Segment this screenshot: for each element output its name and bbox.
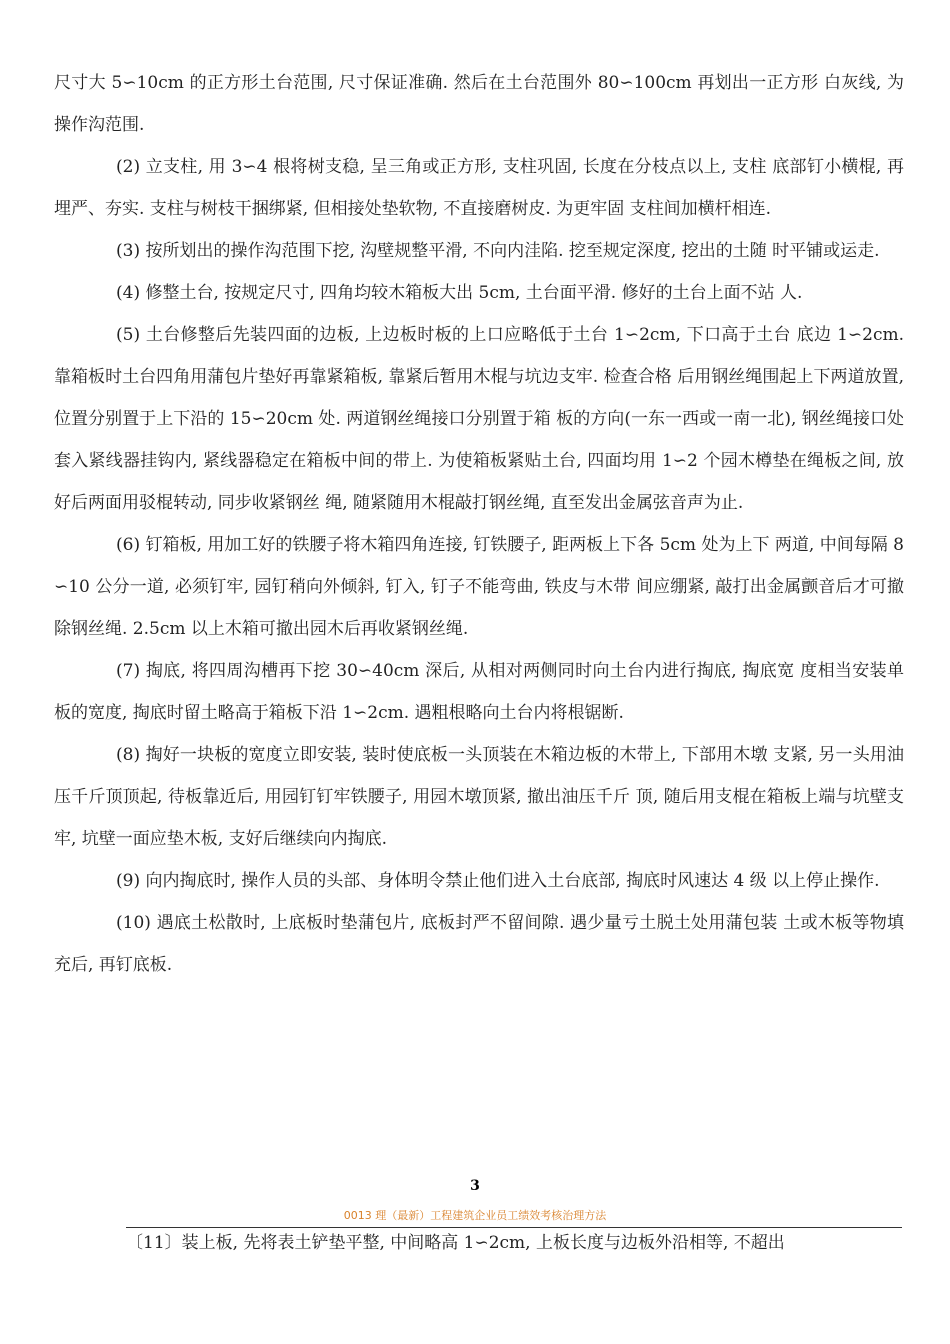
- paragraph: [54, 650, 904, 734]
- paragraph: [54, 902, 904, 986]
- paragraph: [54, 272, 904, 314]
- paragraph: [54, 314, 904, 524]
- paragraph-text: 尺寸大 5∽10cm 的正方形土台范围, 尺寸保证准确. 然后在土台范围外 80∽100cm 再划出一正方形 白灰线, 为操作沟范围.: [54, 73, 904, 135]
- paragraph: [54, 62, 904, 146]
- paragraph-text: (9) 向内掏底时, 操作人员的头部、身体明令禁止他们进入土台底部, 掏底时风速达 4 级 以上停止操作.: [116, 871, 880, 891]
- paragraph: [54, 524, 904, 650]
- paragraph-text: (2) 立支柱, 用 3∽4 根将树支稳, 呈三角或正方形, 支柱巩固, 长度在分枝点以上, 支柱 底部钉小横棍, 再埋严、夯实. 支柱与树枝干捆绑紧, 但相接处垫软物, 不直接磨树皮. 为更牢固 支柱间加横杆相连.: [54, 157, 904, 219]
- page-number: 3: [470, 1178, 480, 1194]
- paragraph: [54, 734, 904, 860]
- paragraph-text: (5) 土台修整后先装四面的边板, 上边板时板的上口应略低于土台 1∽2cm, 下口高于土台 底边 1∽2cm. 靠箱板时土台四角用蒲包片垫好再靠紧箱板, 靠紧后暂用木棍与坑边支牢. 检查合格 后用钢丝绳围起上下两道放置, 位置分别置于上下沿的 15∽20cm 处. 两道钢丝绳接口分别置于箱 板的方向(一东一西或一南一北), 钢丝绳接口处套入紧线器挂钩内, 紧线器稳定在箱板中间的带上. 为使箱板紧贴土台, 四面均用 1∽2 个园木樽垫在绳板之间, 放好后两面用驳棍转动, 同步收紧钢丝 绳, 随紧随用木棍敲打钢丝绳, 直至发出金属弦音声为止.: [54, 325, 904, 513]
- paragraph-text: (8) 掏好一块板的宽度立即安装, 装时使底板一头顶装在木箱边板的木带上, 下部用木墩 支紧, 另一头用油压千斤顶顶起, 待板靠近后, 用园钉钉牢铁腰子, 用园木墩顶紧, 撤出油压千斤 顶, 随后用支棍在箱板上端与坑壁支牢, 坑壁一面应垫木板, 支好后继续向内掏底.: [54, 745, 904, 849]
- paragraph-text: (3) 按所划出的操作沟范围下挖, 沟壁规整平滑, 不向内洼陷. 挖至规定深度, 挖出的土随 时平铺或运走.: [116, 241, 880, 261]
- paragraph: [54, 146, 904, 230]
- paragraph: [54, 860, 904, 902]
- paragraph-text: (4) 修整土台, 按规定尺寸, 四角均较木箱板大出 5cm, 土台面平滑. 修好的土台上面不站 人.: [116, 283, 803, 303]
- paragraph: [54, 230, 904, 272]
- next-page-first-line: 〔11〕装上板, 先将表土铲垫平整, 中间略高 1∽2cm, 上板长度与边板外沿相等, 不超出: [126, 1233, 785, 1253]
- footer-title: 0013 理（最新）工程建筑企业员工绩效考核治理方法: [343, 1209, 607, 1222]
- document-body: [54, 62, 904, 986]
- paragraph-text: (7) 掏底, 将四周沟槽再下挖 30∽40cm 深后, 从相对两侧同时向土台内进行掏底, 掏底宽 度相当安装单板的宽度, 掏底时留土略高于箱板下沿 1∽2cm. 遇粗根略向土台内将根锯断.: [54, 661, 904, 723]
- paragraph-text: (10) 遇底土松散时, 上底板时垫蒲包片, 底板封严不留间隙. 遇少量亏土脱土处用蒲包装 土或木板等物填充后, 再钉底板.: [54, 913, 904, 975]
- paragraph-text: (6) 钉箱板, 用加工好的铁腰子将木箱四角连接, 钉铁腰子, 距两板上下各 5cm 处为上下 两道, 中间每隔 8∽10 公分一道, 必须钉牢, 园钉稍向外倾斜, 钉入, 钉子不能弯曲, 铁皮与木带 间应绷紧, 敲打出金属颤音后才可撤除钢丝绳. 2.5cm 以上木箱可撤出园木后再收紧钢丝绳.: [54, 535, 904, 639]
